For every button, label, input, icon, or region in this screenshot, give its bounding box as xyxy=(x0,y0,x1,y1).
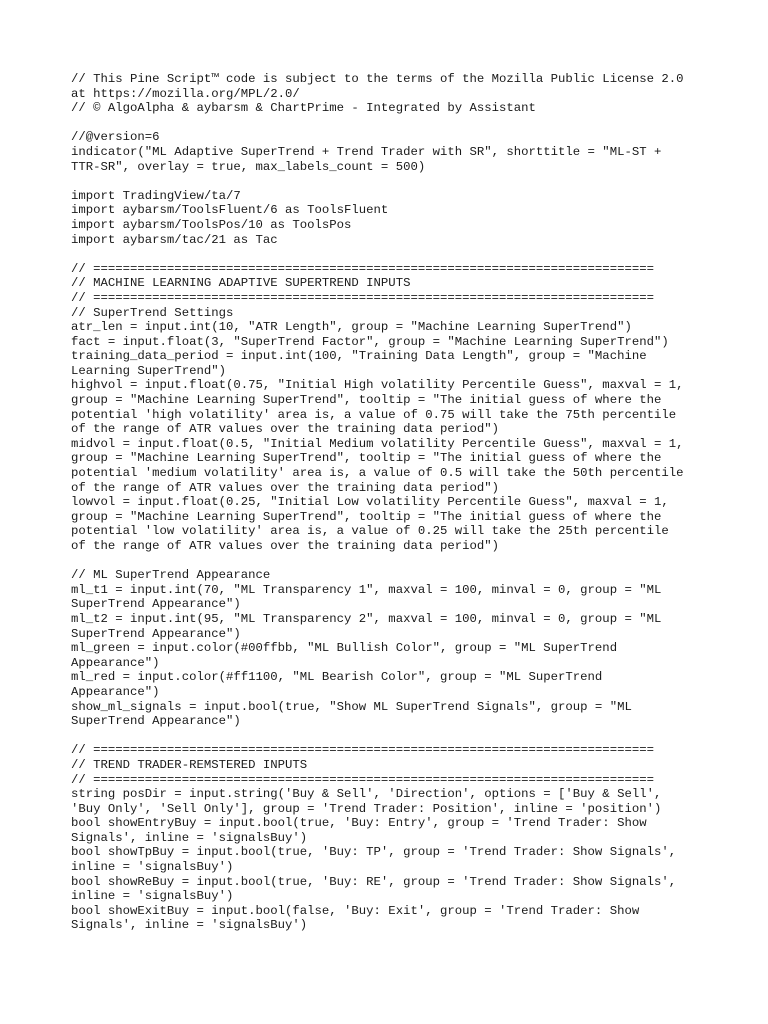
code-line: // ============================================================================ xyxy=(71,261,654,276)
code-line: bool showReBuy = input.bool(true, 'Buy: RE', group = 'Trend Trader: Show Signals', xyxy=(71,874,677,889)
code-line: //@version=6 xyxy=(71,130,160,145)
code-line: Signals', inline = 'signalsBuy') xyxy=(71,918,308,933)
code-line: group = "Machine Learning SuperTrend", tooltip = "The initial guess of where the xyxy=(71,451,662,466)
code-line: Appearance") xyxy=(71,684,160,699)
code-line xyxy=(71,554,731,569)
code-line: midvol = input.float(0.5, "Initial Medium volatility Percentile Guess", maxval = 1, xyxy=(71,436,684,451)
code-line xyxy=(71,729,731,744)
code-line: import TradingView/ta/7 xyxy=(71,188,241,203)
code-line: potential 'high volatility' area is, a value of 0.75 will take the 75th percentile xyxy=(71,407,677,422)
code-line: highvol = input.float(0.75, "Initial High volatility Percentile Guess", maxval = 1, xyxy=(71,378,684,393)
code-line: import aybarsm/ToolsPos/10 as ToolsPos xyxy=(71,217,352,232)
code-line: // TREND TRADER-REMSTERED INPUTS xyxy=(71,757,308,772)
code-line: // ============================================================================ xyxy=(71,772,654,787)
code-line: ml_green = input.color(#00ffbb, "ML Bullish Color", group = "ML SuperTrend xyxy=(71,641,618,656)
code-line: bool showExitBuy = input.bool(false, 'Buy: Exit', group = 'Trend Trader: Show xyxy=(71,903,640,918)
code-line: indicator("ML Adaptive SuperTrend + Trend Trader with SR", shorttitle = "ML-ST + xyxy=(71,144,662,159)
code-line: ml_red = input.color(#ff1100, "ML Bearish Color", group = "ML SuperTrend xyxy=(71,670,603,685)
code-line: show_ml_signals = input.bool(true, "Show ML SuperTrend Signals", group = "ML xyxy=(71,699,632,714)
code-line: potential 'low volatility' area is, a value of 0.25 will take the 25th percentile xyxy=(71,524,669,539)
code-line: // ML SuperTrend Appearance xyxy=(71,568,271,583)
code-line: at https://mozilla.org/MPL/2.0/ xyxy=(71,86,300,101)
code-line: // ============================================================================ xyxy=(71,290,654,305)
code-line: TTR-SR", overlay = true, max_labels_count = 500) xyxy=(71,159,426,174)
code-line xyxy=(71,116,731,131)
code-line: ml_t2 = input.int(95, "ML Transparency 2", maxval = 100, minval = 0, group = "ML xyxy=(71,611,662,626)
code-line: atr_len = input.int(10, "ATR Length", group = "Machine Learning SuperTrend") xyxy=(71,320,632,335)
code-line: inline = 'signalsBuy') xyxy=(71,860,234,875)
code-block xyxy=(71,72,731,933)
code-line: inline = 'signalsBuy') xyxy=(71,889,234,904)
code-line: potential 'medium volatility' area is, a value of 0.5 will take the 50th percentile xyxy=(71,466,684,481)
code-line: SuperTrend Appearance") xyxy=(71,626,241,641)
code-line: string posDir = input.string('Buy & Sell', 'Direction', options = ['Buy & Sell', xyxy=(71,787,662,802)
code-line: of the range of ATR values over the training data period") xyxy=(71,422,500,437)
code-line: Signals', inline = 'signalsBuy') xyxy=(71,830,308,845)
code-line: of the range of ATR values over the training data period") xyxy=(71,539,500,553)
code-line: // © AlgoAlpha & aybarsm & ChartPrime - Integrated by Assistant xyxy=(71,101,536,116)
code-line: 'Buy Only', 'Sell Only'], group = 'Trend Trader: Position', inline = 'position') xyxy=(71,801,662,816)
code-line: ml_t1 = input.int(70, "ML Transparency 1", maxval = 100, minval = 0, group = "ML xyxy=(71,582,662,597)
code-line: Learning SuperTrend") xyxy=(71,363,226,378)
code-line: lowvol = input.float(0.25, "Initial Low volatility Percentile Guess", maxval = 1, xyxy=(71,495,669,510)
code-line: bool showTpBuy = input.bool(true, 'Buy: TP', group = 'Trend Trader: Show Signals', xyxy=(71,845,677,860)
code-line: group = "Machine Learning SuperTrend", tooltip = "The initial guess of where the xyxy=(71,509,662,524)
code-line: SuperTrend Appearance") xyxy=(71,597,241,612)
code-line: SuperTrend Appearance") xyxy=(71,714,241,729)
code-line: import aybarsm/ToolsFluent/6 as ToolsFluent xyxy=(71,203,389,218)
code-line xyxy=(71,247,731,262)
code-line: Appearance") xyxy=(71,655,160,670)
code-line: of the range of ATR values over the training data period") xyxy=(71,480,500,495)
code-line: // This Pine Script™ code is subject to the terms of the Mozilla Public License 2.0 xyxy=(71,72,684,86)
code-line: bool showEntryBuy = input.bool(true, 'Buy: Entry', group = 'Trend Trader: Show xyxy=(71,816,647,831)
code-line: // MACHINE LEARNING ADAPTIVE SUPERTREND INPUTS xyxy=(71,276,411,291)
code-line: group = "Machine Learning SuperTrend", tooltip = "The initial guess of where the xyxy=(71,393,662,408)
code-line: fact = input.float(3, "SuperTrend Factor", group = "Machine Learning SuperTrend") xyxy=(71,334,669,349)
code-line: // ============================================================================ xyxy=(71,743,654,758)
code-line: import aybarsm/tac/21 as Tac xyxy=(71,232,278,247)
code-line: training_data_period = input.int(100, "Training Data Length", group = "Machine xyxy=(71,349,647,364)
code-line: // SuperTrend Settings xyxy=(71,305,234,320)
code-line xyxy=(71,174,731,189)
